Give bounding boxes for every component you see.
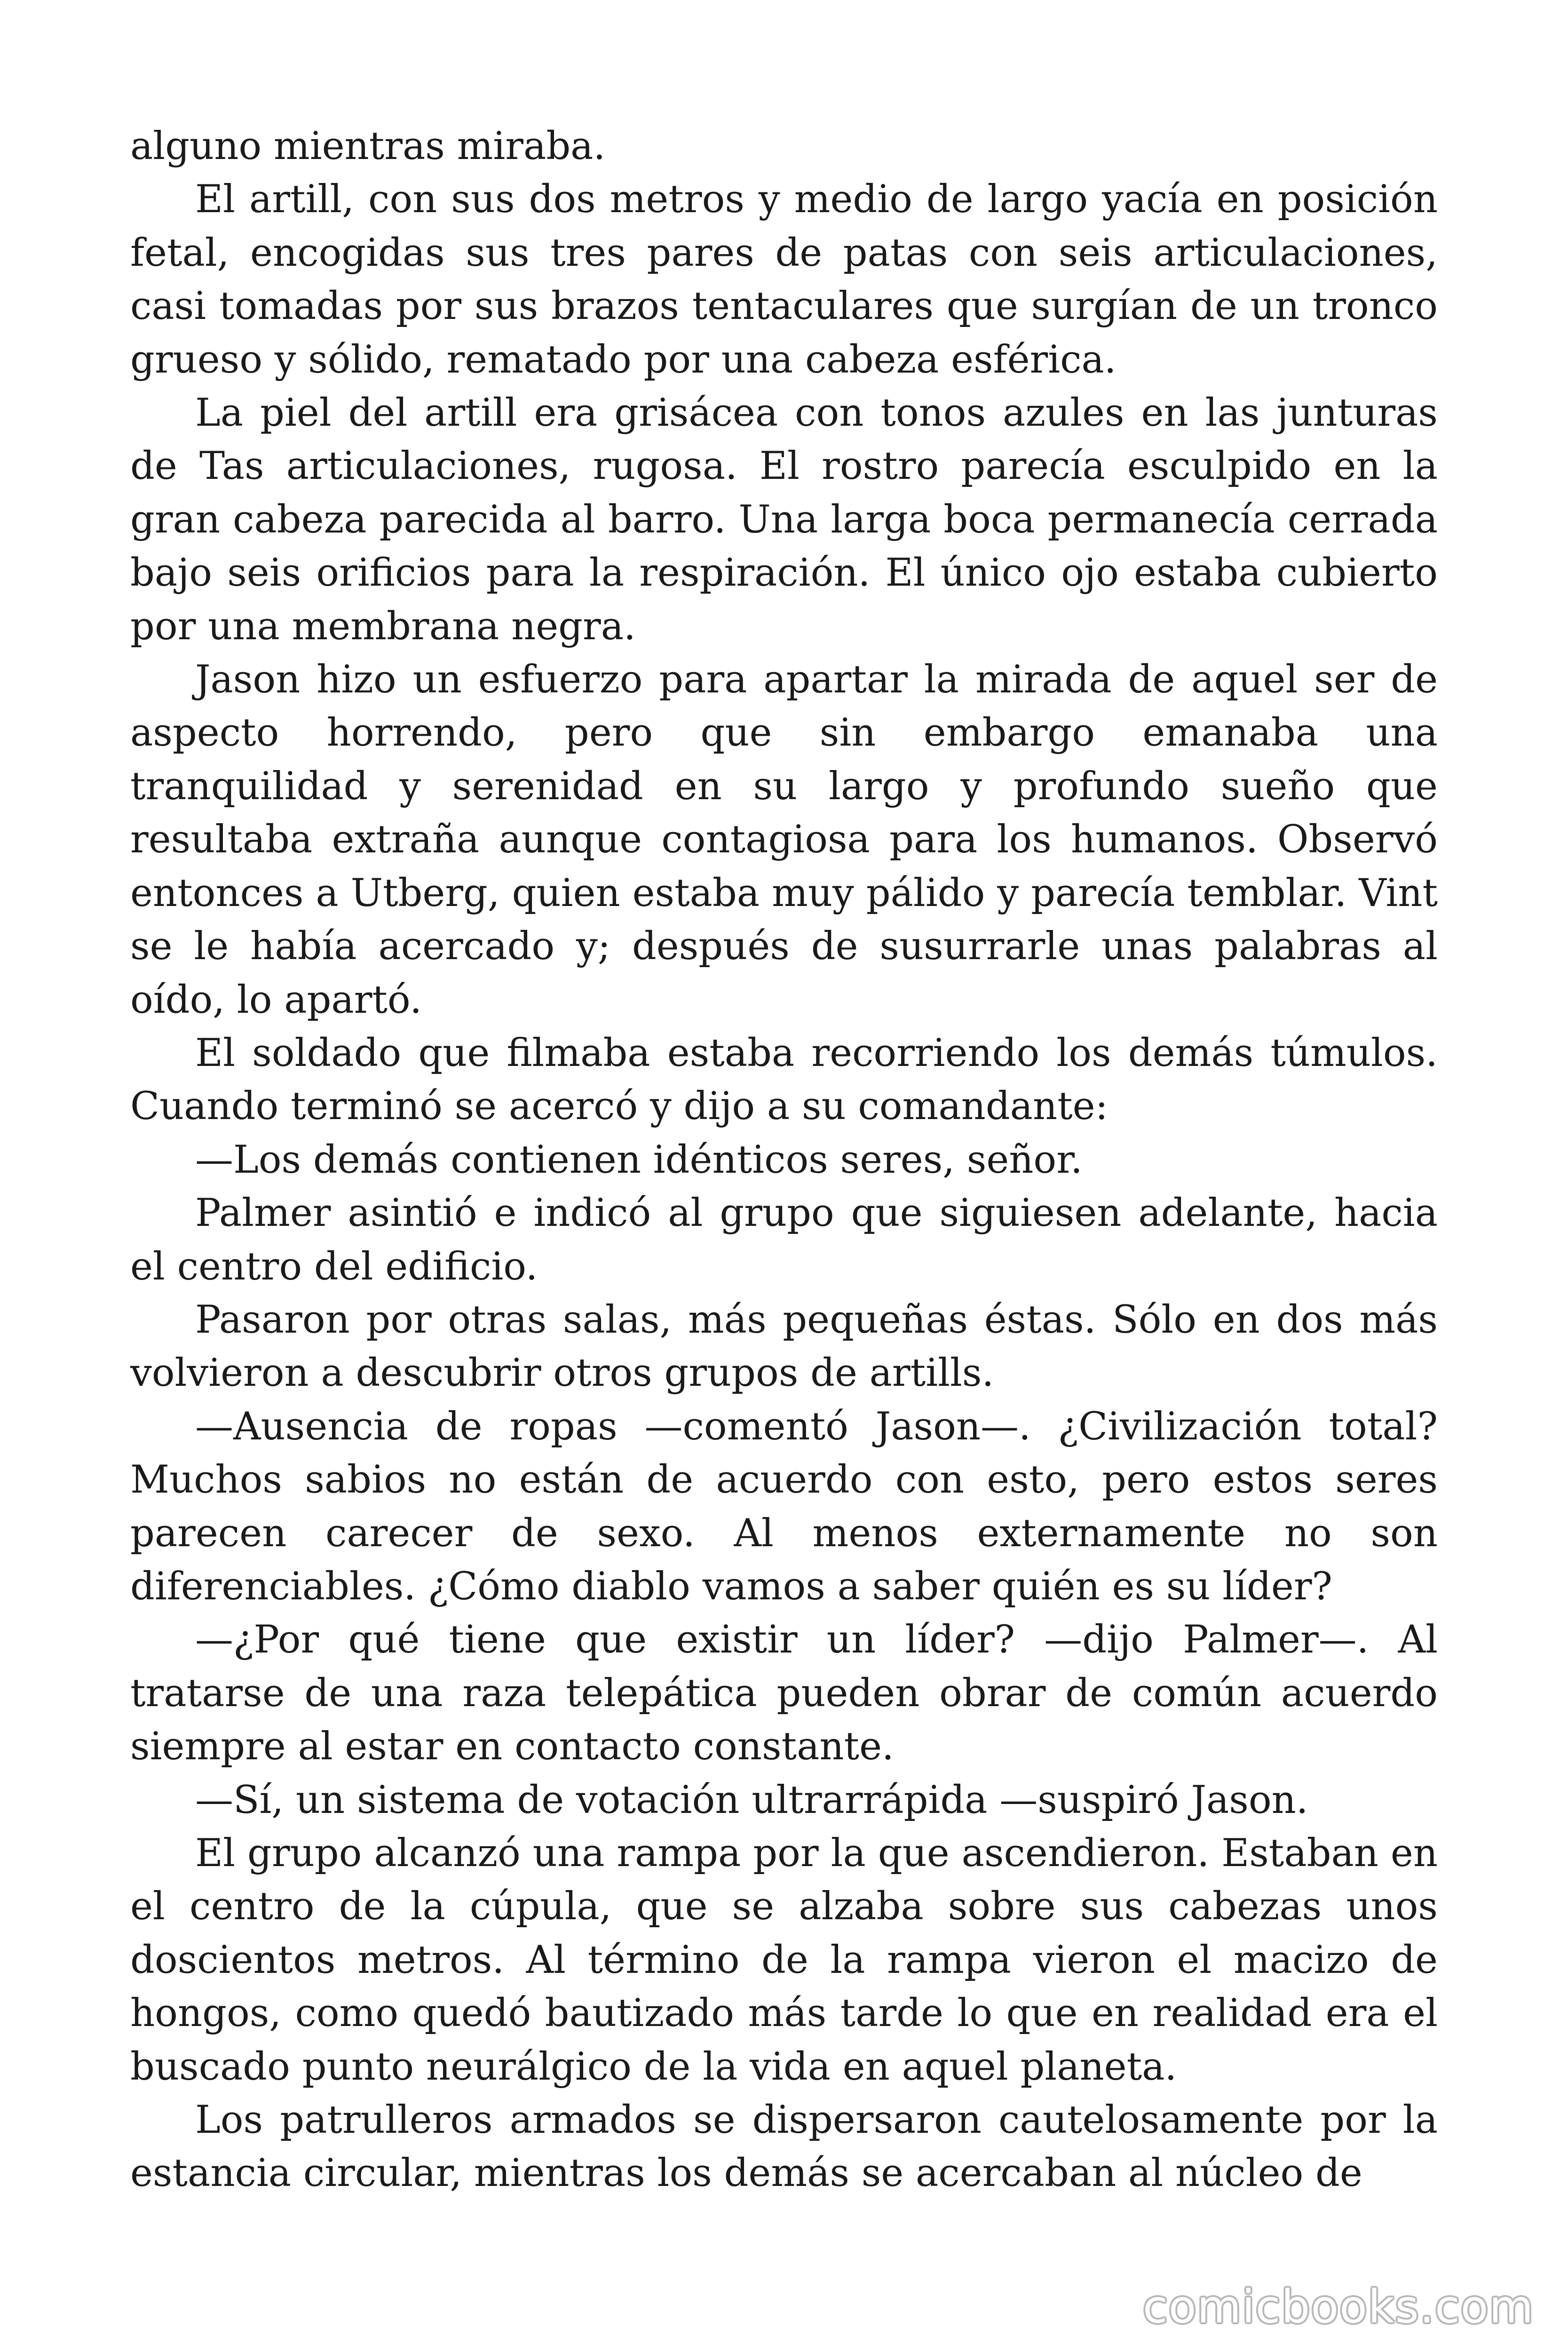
paragraph-dialogue: —¿Por qué tiene que existir un líder? —dijo Palmer—. Al tratarse de una raza telepática pueden obrar de común acuerdo siempre al estar en contacto constante. (130, 1618, 1438, 1769)
paragraph: El grupo alcanzó una rampa por la que ascendieron. Estaban en el centro de la cúpula, que se alzaba sobre sus cabezas unos doscientos metros. Al término de la rampa vieron el macizo de hongos, como quedó bautizado más tarde lo que en realidad era el buscado punto neurálgico de la vida en aquel planeta. (130, 1831, 1438, 2089)
watermark-logo: comicbooks.com (1142, 2280, 1534, 2333)
paragraph: Jason hizo un esfuerzo para apartar la mirada de aquel ser de aspecto horrendo, pero que sin embargo emanaba una tranquilidad y serenidad en su largo y profundo sueño que resultaba extraña aunque contagiosa para los humanos. Observó entonces a Utberg, quien estaba muy pálido y parecía temblar. Vint se le había acercado y; después de susurrarle unas palabras al oído, lo apartó. (130, 658, 1438, 1022)
paragraph: La piel del artill era grisácea con tonos azules en las junturas de Tas articulaciones, rugosa. El rostro parecía esculpido en la gran cabeza parecida al barro. Una larga boca permanecía cerrada bajo seis orificios para la respiración. El único ojo estaba cubierto por una membrana negra. (130, 391, 1438, 649)
paragraph: El soldado que filmaba estaba recorriendo los demás túmulos. Cuando terminó se acercó y dijo a su comandante: (130, 1031, 1438, 1129)
paragraph: El artill, con sus dos metros y medio de largo yacía en posición fetal, encogidas sus tres pares de patas con seis articulaciones, casi tomadas por sus brazos tentaculares que surgían de un tronco grueso y sólido, rematado por una cabeza esférica. (130, 177, 1438, 382)
paragraph: Pasaron por otras salas, más pequeñas éstas. Sólo en dos más volvieron a descubrir otros grupos de artills. (130, 1297, 1438, 1396)
page-text (130, 120, 1438, 2201)
paragraph-continuation: alguno mientras miraba. (130, 124, 606, 168)
paragraph-dialogue: —Sí, un sistema de votación ultrarrápida —suspiró Jason. (195, 1778, 1308, 1822)
paragraph-dialogue: —Los demás contienen idénticos seres, señor. (195, 1137, 1083, 1182)
paragraph-last: Los patrulleros armados se dispersaron cautelosamente por la estancia circular, mientras los demás se acercaban al núcleo de (130, 2098, 1438, 2196)
paragraph-dialogue: —Ausencia de ropas —comentó Jason—. ¿Civilización total? Muchos sabios no están de acuerdo con esto, pero estos seres parecen carecer de sexo. Al menos externamente no son diferenciables. ¿Cómo diablo vamos a saber quién es su líder? (130, 1404, 1438, 1609)
paragraph: Palmer asintió e indicó al grupo que siguiesen adelante, hacia el centro del edificio. (130, 1191, 1438, 1289)
